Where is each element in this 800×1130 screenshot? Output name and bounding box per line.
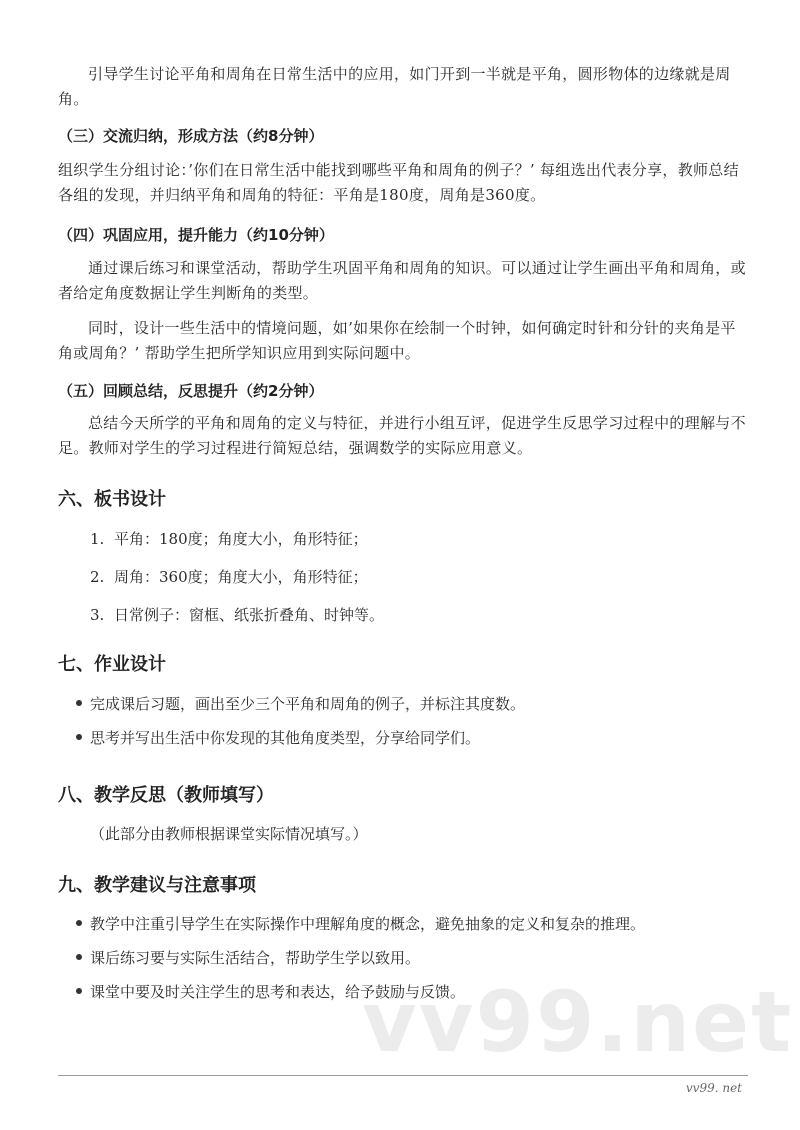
list-item	[76, 692, 525, 716]
section-title-homework: 七、作业设计	[58, 654, 166, 675]
list-number: 2.	[90, 568, 105, 586]
watermark: vv99.net	[362, 973, 794, 1071]
list-item	[76, 912, 645, 936]
list-text: 日常例子：窗框、纸张折叠角、时钟等。	[114, 606, 385, 624]
subheading-review: （五）回顾总结，反思提升（约2分钟）	[58, 382, 324, 400]
bullet-icon	[76, 734, 82, 740]
bullet-icon	[76, 954, 82, 960]
section-title-reflection: 八、教学反思（教师填写）	[58, 785, 274, 806]
footer-site: vv99. net	[685, 1081, 742, 1095]
section-title-suggestions: 九、教学建议与注意事项	[58, 875, 256, 896]
list-text: 思考并写出生活中你发现的其他角度类型，分享给同学们。	[90, 729, 481, 747]
reflection-note: （此部分由教师根据课堂实际情况填写。）	[90, 825, 368, 843]
footer-divider	[58, 1075, 748, 1076]
section-title-board-design: 六、板书设计	[58, 489, 166, 510]
list-text: 教学中注重引导学生在实际操作中理解角度的概念，避免抽象的定义和复杂的推理。	[90, 915, 646, 933]
paragraph-application: 引导学生讨论平角和周角在日常生活中的应用，如门开到一半就是平角，圆形物体的边缘就是周角。	[58, 65, 731, 108]
list-item	[90, 603, 384, 627]
list-item	[76, 726, 480, 750]
subheading-consolidate: （四）巩固应用，提升能力（约10分钟）	[58, 226, 334, 244]
paragraph-scenario: 同时，设计一些生活中的情境问题，如’如果你在绘制一个时钟，如何确定时针和分针的夹角是平角或周角？’ 帮助学生把所学知识应用到实际问题中。	[58, 319, 736, 362]
bullet-icon	[76, 988, 82, 994]
list-item	[76, 946, 420, 970]
paragraph-practice: 通过课后练习和课堂活动，帮助学生巩固平角和周角的知识。可以通过让学生画出平角和周角，或者给定角度数据让学生判断角的类型。	[58, 259, 746, 302]
list-text: 课后练习要与实际生活结合，帮助学生学以致用。	[90, 949, 421, 967]
list-text: 完成课后习题，画出至少三个平角和周角的例子，并标注其度数。	[90, 695, 526, 713]
bullet-icon	[76, 700, 82, 706]
paragraph-review: 总结今天所学的平角和周角的定义与特征，并进行小组互评，促进学生反思学习过程中的理解与不足。教师对学生的学习过程进行简短总结，强调数学的实际应用意义。	[58, 414, 746, 457]
subheading-exchange-summary: （三）交流归纳，形成方法（约8分钟）	[58, 127, 324, 145]
list-number: 1.	[90, 530, 105, 548]
list-text: 课堂中要及时关注学生的思考和表达，给予鼓励与反馈。	[90, 983, 466, 1001]
paragraph-group-discussion: 组织学生分组讨论：’你们在日常生活中能找到哪些平角和周角的例子？’ 每组选出代表分享，教师总结各组的发现，并归纳平角和周角的特征：平角是180度，周角是360度。	[58, 161, 739, 204]
list-item	[90, 527, 368, 551]
list-text: 平角：180度；角度大小，角形特征；	[114, 530, 368, 548]
bullet-icon	[76, 920, 82, 926]
list-item	[90, 565, 368, 589]
list-number: 3.	[90, 606, 105, 624]
list-text: 周角：360度；角度大小，角形特征；	[114, 568, 368, 586]
